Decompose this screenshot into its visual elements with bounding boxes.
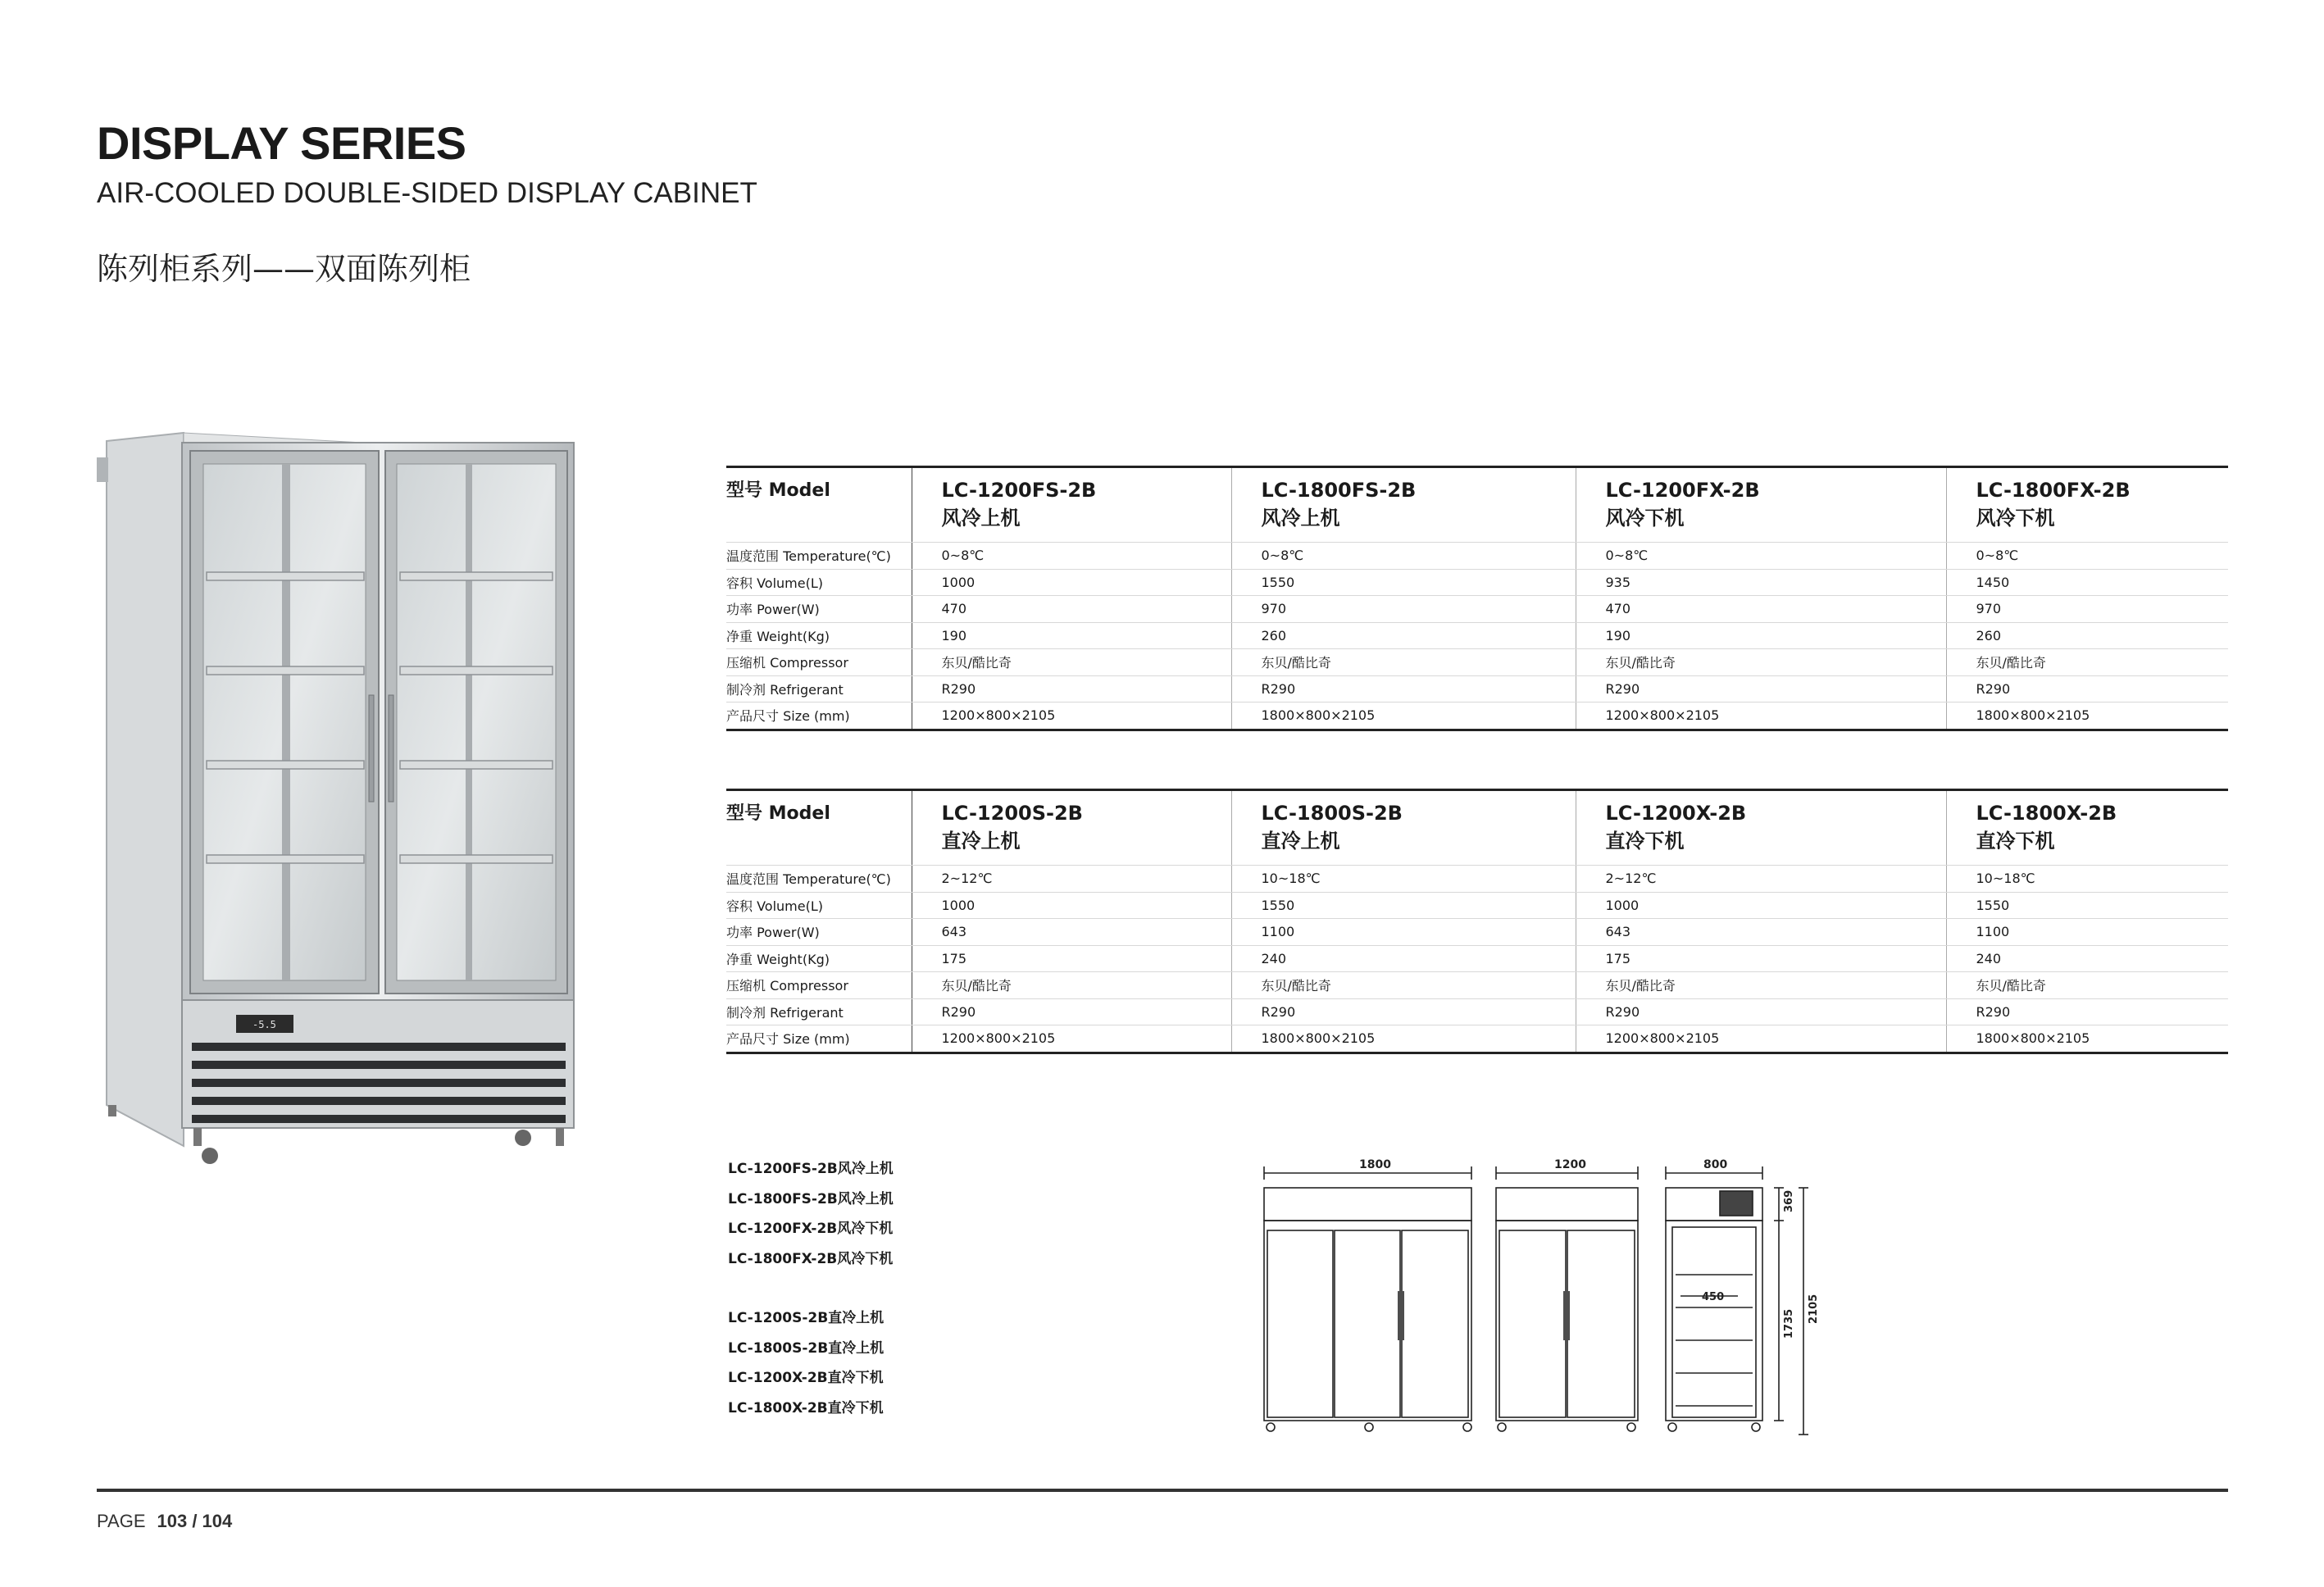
table-cell: 470 xyxy=(912,596,1231,623)
model-column: LC-1800FS-2B 风冷上机 xyxy=(1231,468,1576,543)
table-cell: 2~12℃ xyxy=(912,866,1231,893)
row-label: 温度范围 Temperature(℃) xyxy=(726,543,912,570)
page-title: DISPLAY SERIES xyxy=(97,117,466,169)
table-cell: 东贝/酷比奇 xyxy=(912,972,1231,999)
table-cell: 970 xyxy=(1231,596,1576,623)
table-cell: R290 xyxy=(912,998,1231,1025)
table-cell: 1200×800×2105 xyxy=(1576,703,1946,730)
table-cell: 1100 xyxy=(1231,919,1576,946)
table-cell: 10~18℃ xyxy=(1946,866,2228,893)
row-label: 净重 Weight(Kg) xyxy=(726,622,912,649)
spec-table-air-cooled xyxy=(726,468,2228,731)
footer-rule xyxy=(97,1489,2228,1492)
dim-width-small: 1200 xyxy=(1554,1158,1586,1171)
model-list xyxy=(728,1154,894,1423)
table-row xyxy=(726,622,2228,649)
table-row xyxy=(726,945,2228,972)
table-cell: 1550 xyxy=(1231,569,1576,596)
model-column: LC-1200FX-2B 风冷下机 xyxy=(1576,468,1946,543)
row-label: 产品尺寸 Size (mm) xyxy=(726,703,912,730)
table-cell: 643 xyxy=(912,919,1231,946)
list-item: LC-1800S-2B直冷上机 xyxy=(728,1339,885,1357)
page-footer xyxy=(97,1511,232,1532)
row-label: 功率 Power(W) xyxy=(726,919,912,946)
table-row xyxy=(726,543,2228,570)
model-label: 型号 Model xyxy=(726,791,912,866)
row-label: 容积 Volume(L) xyxy=(726,892,912,919)
table-row xyxy=(726,892,2228,919)
table-cell: 175 xyxy=(912,945,1231,972)
table-cell: R290 xyxy=(1946,675,2228,703)
table-cell: 东贝/酷比奇 xyxy=(1946,972,2228,999)
table-cell: 190 xyxy=(912,622,1231,649)
row-label: 功率 Power(W) xyxy=(726,596,912,623)
list-item: LC-1800FS-2B风冷上机 xyxy=(728,1190,894,1207)
list-item: LC-1200S-2B直冷上机 xyxy=(728,1310,885,1326)
table-cell: 240 xyxy=(1946,945,2228,972)
table-cell: 1800×800×2105 xyxy=(1231,703,1576,730)
table-cell: 东贝/酷比奇 xyxy=(1576,972,1946,999)
table-cell: 175 xyxy=(1576,945,1946,972)
table-row xyxy=(726,972,2228,999)
table-cell: 1000 xyxy=(1576,892,1946,919)
table-cell: 0~8℃ xyxy=(1576,543,1946,570)
table-row xyxy=(726,919,2228,946)
table-cell: 东贝/酷比奇 xyxy=(1231,649,1576,676)
table-cell: R290 xyxy=(1231,998,1576,1025)
table-cell: 1000 xyxy=(912,569,1231,596)
table-cell: 1200×800×2105 xyxy=(912,703,1231,730)
model-column: LC-1200FS-2B 风冷上机 xyxy=(912,468,1231,543)
table-cell: R290 xyxy=(912,675,1231,703)
model-column: LC-1200X-2B 直冷下机 xyxy=(1576,791,1946,866)
table-cell: 970 xyxy=(1946,596,2228,623)
display-cabinet-image xyxy=(97,425,580,1179)
table-cell: 1550 xyxy=(1946,892,2228,919)
list-item: LC-1200X-2B直冷下机 xyxy=(728,1370,884,1386)
table-cell: 1200×800×2105 xyxy=(912,1025,1231,1053)
table-cell: 0~8℃ xyxy=(912,543,1231,570)
spec-table-direct-cooled xyxy=(726,791,2228,1054)
table-row xyxy=(726,703,2228,730)
table-cell: R290 xyxy=(1576,675,1946,703)
list-item: LC-1200FS-2B风冷上机 xyxy=(728,1161,894,1177)
row-label: 温度范围 Temperature(℃) xyxy=(726,866,912,893)
table-cell: 260 xyxy=(1231,622,1576,649)
table-cell: R290 xyxy=(1946,998,2228,1025)
row-label: 产品尺寸 Size (mm) xyxy=(726,1025,912,1053)
table-cell: 935 xyxy=(1576,569,1946,596)
table-row xyxy=(726,675,2228,703)
table-cell: 190 xyxy=(1576,622,1946,649)
page-subtitle: AIR-COOLED DOUBLE-SIDED DISPLAY CABINET xyxy=(97,177,757,209)
model-label: 型号 Model xyxy=(726,468,912,543)
table-row xyxy=(726,569,2228,596)
table-row xyxy=(726,998,2228,1025)
row-label: 压缩机 Compressor xyxy=(726,972,912,999)
list-item: LC-1800FX-2B风冷下机 xyxy=(728,1250,894,1267)
table-cell: 东贝/酷比奇 xyxy=(1946,649,2228,676)
model-column: LC-1800S-2B 直冷上机 xyxy=(1231,791,1576,866)
list-item: LC-1800X-2B直冷下机 xyxy=(728,1399,884,1416)
table-cell: 1800×800×2105 xyxy=(1946,1025,2228,1053)
table-row xyxy=(726,1025,2228,1053)
table-cell: 1800×800×2105 xyxy=(1946,703,2228,730)
table-row xyxy=(726,649,2228,676)
row-label: 制冷剂 Refrigerant xyxy=(726,998,912,1025)
row-label: 净重 Weight(Kg) xyxy=(726,945,912,972)
page-label: PAGE xyxy=(97,1511,146,1531)
dim-top: 369 xyxy=(1783,1189,1795,1212)
row-label: 压缩机 Compressor xyxy=(726,649,912,676)
temperature-display: -5.5 xyxy=(252,1019,276,1030)
table-row xyxy=(726,596,2228,623)
table-row xyxy=(726,866,2228,893)
dim-width-large: 1800 xyxy=(1359,1158,1391,1171)
table-cell: 1200×800×2105 xyxy=(1576,1025,1946,1053)
dim-total: 2105 xyxy=(1808,1294,1820,1324)
dim-body: 1735 xyxy=(1783,1308,1795,1339)
table-cell: 260 xyxy=(1946,622,2228,649)
table-cell: 470 xyxy=(1576,596,1946,623)
row-label: 容积 Volume(L) xyxy=(726,569,912,596)
table-cell: 0~8℃ xyxy=(1231,543,1576,570)
table-cell: 1550 xyxy=(1231,892,1576,919)
table-cell: 240 xyxy=(1231,945,1576,972)
table-cell: 0~8℃ xyxy=(1946,543,2228,570)
dimension-drawing xyxy=(1246,1152,1820,1439)
model-column: LC-1800X-2B 直冷下机 xyxy=(1946,791,2228,866)
table-cell: R290 xyxy=(1576,998,1946,1025)
model-column: LC-1800FX-2B 风冷下机 xyxy=(1946,468,2228,543)
table-header-row xyxy=(726,791,2228,866)
table-cell: 1000 xyxy=(912,892,1231,919)
table-cell: 东贝/酷比奇 xyxy=(1576,649,1946,676)
table-cell: 10~18℃ xyxy=(1231,866,1576,893)
table-cell: 643 xyxy=(1576,919,1946,946)
table-cell: R290 xyxy=(1231,675,1576,703)
table-cell: 1100 xyxy=(1946,919,2228,946)
row-label: 制冷剂 Refrigerant xyxy=(726,675,912,703)
table-cell: 1450 xyxy=(1946,569,2228,596)
page-number: 103 / 104 xyxy=(157,1511,233,1531)
list-item: LC-1200FX-2B风冷下机 xyxy=(728,1221,894,1237)
model-column: LC-1200S-2B 直冷上机 xyxy=(912,791,1231,866)
chinese-title: 陈列柜系列——双面陈列柜 xyxy=(97,251,471,287)
table-cell: 东贝/酷比奇 xyxy=(912,649,1231,676)
table-cell: 2~12℃ xyxy=(1576,866,1946,893)
dim-depth: 800 xyxy=(1703,1158,1728,1171)
dim-inner: 450 xyxy=(1702,1291,1725,1303)
table-cell: 1800×800×2105 xyxy=(1231,1025,1576,1053)
table-cell: 东贝/酷比奇 xyxy=(1231,972,1576,999)
table-header-row xyxy=(726,468,2228,543)
